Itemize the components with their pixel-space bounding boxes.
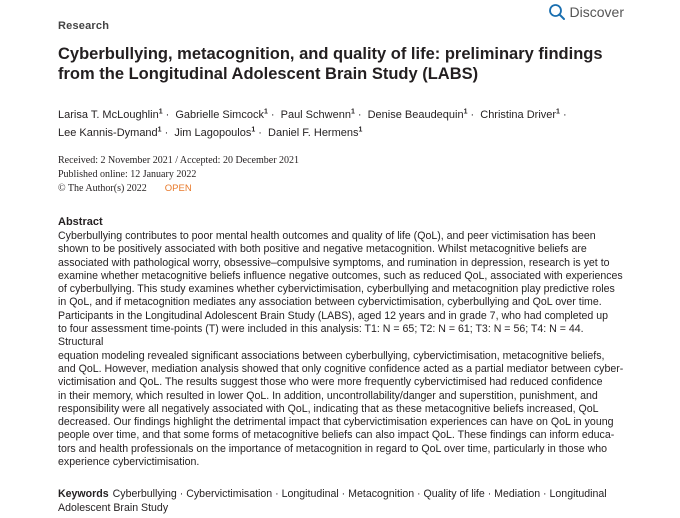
affiliation-marker: 1 — [263, 108, 268, 115]
keywords — [58, 488, 628, 515]
discover-link[interactable] — [548, 3, 624, 21]
affiliation-marker: 1 — [157, 126, 162, 134]
keywords-list: Cyberbullying · Cybervictimisation · Longitudinal · Metacognition · Quality of life · Mediation · Longitudinal — [112, 488, 607, 500]
author-name: Paul Schwenn — [280, 108, 351, 121]
abstract-line: in their memory, which resulted in lower QoL. In addition, uncontrollability/danger and superstition, punishment, and — [58, 389, 598, 402]
author-name: Larisa T. McLoughlin — [58, 108, 159, 121]
author-name: Christina Driver — [480, 108, 557, 121]
author-name: Lee Kannis-Dymand — [58, 127, 158, 140]
affiliation-marker: 1 — [158, 108, 163, 115]
author-name: Denise Beaudequin — [367, 108, 464, 121]
copyright-text: © The Author(s) 2022 — [58, 183, 147, 194]
abstract-text — [58, 230, 626, 469]
abstract-line: tors and health professionals on the importance of metacognition in regard to QoL over time, particularly in those who — [58, 442, 608, 455]
author[interactable] — [480, 109, 560, 121]
abstract-line: of cyberbullying. This study examines whether cybervictimisation, cyberbullying and metacognition play predictive roles — [58, 283, 615, 296]
affiliation-marker: 1 — [350, 108, 355, 115]
author[interactable] — [58, 109, 163, 121]
keywords-line — [58, 488, 628, 502]
author[interactable] — [174, 127, 255, 139]
affiliation-marker: 1 — [358, 126, 363, 134]
abstract-line: equation modeling revealed significant associations between cyberbullying, cybervictimisation, metacognitive beliefs, — [58, 349, 605, 362]
copyright-line — [58, 182, 299, 196]
abstract-line: Cyberbullying contributes to poor mental health outcomes and quality of life (QoL), and peer victimisation has been — [58, 230, 596, 242]
article-title: Cyberbullying, metacognition, and quality of life: preliminary findings from the Longitudinal Adolescent Brain Study (LABS) — [58, 45, 603, 83]
keywords-line: Adolescent Brain Study — [58, 501, 169, 514]
abstract-line: and QoL. However, mediation analysis showed that only cognitive confidence acted as a partial mediator between cyber- — [58, 362, 624, 375]
author[interactable] — [281, 109, 355, 121]
discover-label: Discover — [569, 4, 624, 20]
author[interactable] — [368, 109, 468, 121]
received-accepted-date: Received: 2 November 2021 / Accepted: 20 December 2021 — [58, 155, 300, 166]
affiliation-marker: 1 — [463, 108, 468, 115]
abstract-line: shown to be positively associated with both positive and negative metacognition. Whilst metacognitive beliefs are — [58, 243, 587, 256]
author-name: Jim Lagopoulos — [174, 127, 252, 140]
magnifier-icon — [548, 3, 566, 21]
author[interactable] — [58, 127, 162, 139]
affiliation-marker: 1 — [556, 108, 560, 115]
keywords-label: Keywords — [58, 488, 109, 500]
published-date: Published online: 12 January 2022 — [58, 169, 197, 180]
abstract-line: experience cybervictimisation. — [58, 456, 200, 469]
article-type-label: Research — [58, 20, 110, 32]
open-access-badge: OPEN — [164, 183, 192, 194]
abstract-line: to four assessment time-points (T) were included in this analysis: T1: N = 65; T2: N = 61; T3: N = 56; T4: N = 44. Structural — [58, 323, 584, 349]
abstract-line: victimisation and QoL. The results suggest those who were more frequently cybervictimised had reduced confidence — [58, 376, 603, 389]
abstract-line: people over time, and that some forms of metacognitive beliefs can also impact QoL. These findings can inform educa- — [58, 429, 615, 442]
publication-dates — [58, 154, 299, 196]
author-name: Gabrielle Simcock — [175, 108, 264, 121]
abstract-line: responsibility were all negatively associated with QoL, indicating that as these metacognitive beliefs increased, QoL — [58, 402, 599, 415]
abstract-heading: Abstract — [58, 216, 103, 228]
author-list: Larisa T. McLoughlin$^1$ · Gabrielle Simcock$^1$ · Paul Schwenn$^1$ · Denise Beaudequin$^1$ · Christina Driver$^1$ · Lee Kannis-Dymand$^1$ · Jim Lagopoulos$^1$ · Daniel F. Hermens$^1$ — [58, 108, 567, 140]
author[interactable] — [175, 109, 268, 121]
abstract-line: Participants in the Longitudinal Adolescent Brain Study (LABS), aged 12 years and in grade 7, who had completed up — [58, 309, 609, 322]
author-name: Daniel F. Hermens — [268, 127, 359, 140]
affiliation-marker: 1 — [251, 126, 256, 134]
author[interactable] — [268, 127, 362, 139]
abstract-line: examine whether metacognitive beliefs influence negative outcomes, such as reduced QoL, associated with experiences — [58, 269, 623, 282]
abstract-line: decreased. Our findings highlight the detrimental impact that cybervictimisation experiences can have on QoL in young — [58, 416, 614, 429]
abstract-line: associated with pathological worry, obsessive–compulsive symptoms, and rumination in depression, research is yet to — [58, 256, 610, 269]
abstract-line: in QoL, and if metacognition mediates any association between cybervictimisation, cyberbullying and QoL over time. — [58, 296, 602, 309]
